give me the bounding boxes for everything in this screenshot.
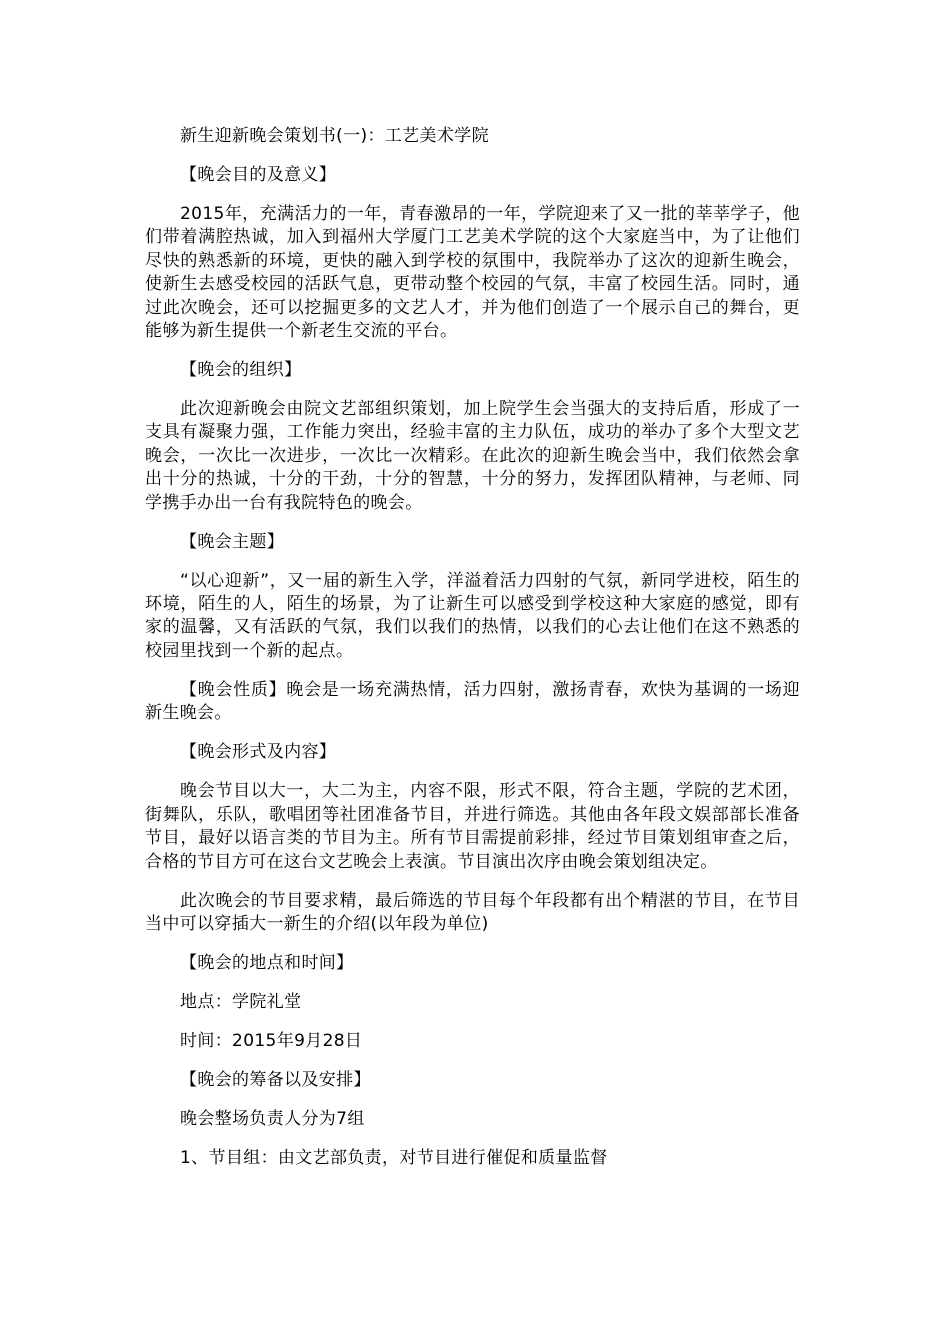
paragraph-purpose: 2015年，充满活力的一年，青春激昂的一年，学院迎来了又一批的莘莘学子，他们带着满腔热诚，加入到福州大学厦门工艺美术学院的这个大家庭当中，为了让他们尽快的熟悉新的环境，更快的融入到学校的氛围中，我院举办了这次的迎新生晚会，使新生去感受校园的活跃气息，更带动整个校园的气氛，丰富了校园生活。同时，通过此次晚会，还可以挖掘更多的文艺人才，并为他们创造了一个展示自己的舞台，更能够为新生提供一个新老生交流的平台。 <box>145 204 800 342</box>
section-heading-format: 【晚会形式及内容】 <box>180 742 337 763</box>
document-title: 新生迎新晚会策划书(一)：工艺美术学院 <box>180 126 489 146</box>
paragraph-theme: “以心迎新”，又一届的新生入学，洋溢着活力四射的气氛，新同学进校，陌生的环境，陌生的人，陌生的场景，为了让新生可以感受到学校这种大家庭的感觉，即有家的温馨，又有活跃的气氛，我们以我们的热情，以我们的心去让他们在这不熟悉的校园里找到一个新的起点。 <box>145 570 800 661</box>
paragraph-time: 时间：2015年9月28日 <box>180 1030 363 1051</box>
document-body <box>145 125 800 1186</box>
paragraph-venue: 地点：学院礼堂 <box>180 991 302 1012</box>
section-heading-preparation: 【晚会的筹备以及安排】 <box>180 1069 371 1090</box>
list-item-program-group: 1、节目组：由文艺部负责，对节目进行催促和质量监督 <box>180 1147 608 1168</box>
paragraph-organization: 此次迎新晚会由院文艺部组织策划，加上院学生会当强大的支持后盾，形成了一支具有凝聚力强，工作能力突出，经验丰富的主力队伍，成功的举办了多个大型文艺晚会，一次比一次进步，一次比一次精彩。在此次的迎新生晚会当中，我们依然会拿出十分的热诚，十分的干劲，十分的智慧，十分的努力，发挥团队精神，与老师、同学携手办出一台有我院特色的晚会。 <box>145 399 800 513</box>
section-heading-theme: 【晚会主题】 <box>180 531 285 552</box>
paragraph-groups: 晚会整场负责人分为7组 <box>180 1108 365 1129</box>
section-heading-purpose: 【晚会目的及意义】 <box>180 165 337 185</box>
section-heading-venue-time: 【晚会的地点和时间】 <box>180 952 354 973</box>
paragraph-nature: 【晚会性质】晚会是一场充满热情，活力四射，激扬青春，欢快为基调的一场迎新生晚会。 <box>145 679 800 724</box>
paragraph-program-requirements: 此次晚会的节目要求精，最后筛选的节目每个年段都有出个精湛的节目，在节目当中可以穿插大一新生的介绍(以年段为单位) <box>145 890 800 934</box>
section-heading-organization: 【晚会的组织】 <box>180 360 302 381</box>
paragraph-format: 晚会节目以大一，大二为主，内容不限，形式不限，符合主题，学院的艺术团，街舞队，乐队，歌唱团等社团准备节目，并进行筛选。其他由各年段文娱部部长准备节目，最好以语言类的节目为主。所有节目需提前彩排，经过节目策划组审查之后，合格的节目方可在这台文艺晚会上表演。节目演出次序由晚会策划组决定。 <box>145 781 800 872</box>
